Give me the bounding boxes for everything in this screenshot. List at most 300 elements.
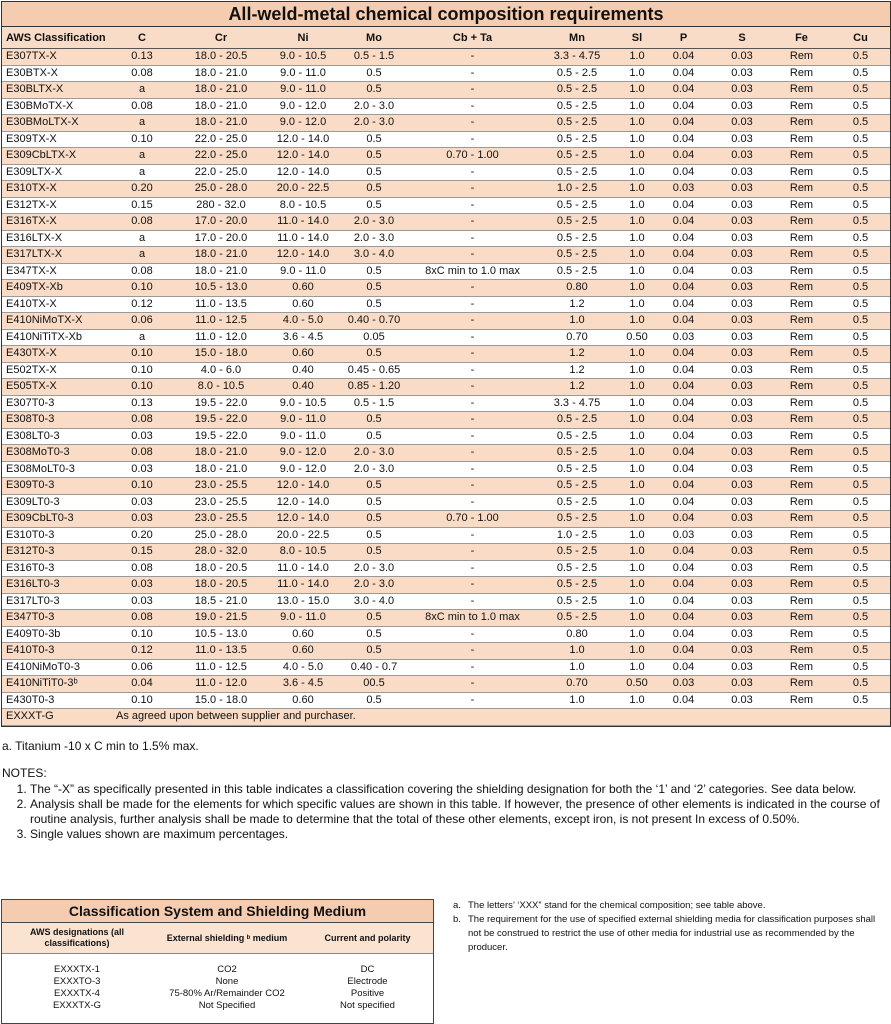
table-cell: - [410, 214, 535, 231]
table-cell: 0.5 [831, 610, 890, 627]
table-cell: Rem [772, 494, 831, 511]
table-cell: 0.5 [831, 527, 890, 544]
table-cell: 9.0 - 12.0 [268, 461, 338, 478]
table-cell: 3.6 - 4.5 [268, 676, 338, 693]
table-cell: E309CbLTX-X [2, 148, 110, 165]
table-cell: - [410, 65, 535, 82]
table-header-row [2, 27, 890, 49]
table-cell: - [410, 412, 535, 429]
table-cell: 12.0 - 14.0 [268, 131, 338, 148]
table-row [2, 511, 890, 528]
table-cell: - [410, 379, 535, 396]
table-cell: 0.5 [338, 280, 410, 297]
table-cell: 0.5 [338, 610, 410, 627]
table-cell: E410TX-X [2, 296, 110, 313]
table-cell: E310TX-X [2, 181, 110, 198]
table-cell: 0.5 [338, 626, 410, 643]
table-cell: E308LT0-3 [2, 428, 110, 445]
table-cell: E309T0-3 [2, 478, 110, 495]
table-cell: 9.0 - 11.0 [268, 263, 338, 280]
table-cell: 0.5 [338, 131, 410, 148]
table-cell: 0.5 [831, 643, 890, 660]
table-cell: 0.5 [831, 659, 890, 676]
table-row [2, 362, 890, 379]
table-cell: 0.15 [110, 197, 174, 214]
table-cell: Rem [772, 148, 831, 165]
table-cell: - [410, 82, 535, 99]
table-cell: 1.0 [619, 527, 655, 544]
table-cell: 15.0 - 18.0 [174, 346, 268, 363]
table-cell: 1.0 [619, 494, 655, 511]
table-cell: 8.0 - 10.5 [268, 197, 338, 214]
table-cell: 0.5 - 2.5 [535, 478, 619, 495]
table-cell: Rem [772, 131, 831, 148]
column-header: Cr [174, 27, 268, 49]
table-cell: 1.0 [619, 197, 655, 214]
table-cell: 1.0 [619, 379, 655, 396]
table-cell: 0.03 [712, 610, 772, 627]
table-row [2, 313, 890, 330]
table-cell: 18.0 - 21.0 [174, 115, 268, 132]
table-row [2, 230, 890, 247]
designation-item: EXXXTX-1 [54, 964, 100, 975]
table-cell: 0.03 [712, 148, 772, 165]
designation-item: EXXXTX-G [52, 1000, 102, 1011]
table-cell: 0.5 [831, 296, 890, 313]
table-cell: 9.0 - 10.5 [268, 395, 338, 412]
polarity-item: Not specified [340, 1000, 395, 1011]
table-cell: 0.5 [831, 247, 890, 264]
table-cell: 0.5 [831, 313, 890, 330]
table-cell: 0.04 [655, 494, 712, 511]
table-cell: 0.40 [268, 362, 338, 379]
table-cell: - [410, 346, 535, 363]
table-cell: 1.0 [619, 263, 655, 280]
table-cell: 0.5 [831, 412, 890, 429]
table-cell: 0.5 [338, 164, 410, 181]
shielding-item: Not Specified [198, 1000, 256, 1011]
table-cell: - [410, 428, 535, 445]
table-cell: 0.5 [831, 280, 890, 297]
table-row [2, 131, 890, 148]
table-cell: 2.0 - 3.0 [338, 445, 410, 462]
table-cell: 0.10 [110, 626, 174, 643]
table-cell: - [410, 230, 535, 247]
table-cell: E410NiTiTX-Xb [2, 329, 110, 346]
table-cell: 2.0 - 3.0 [338, 577, 410, 594]
table-row [2, 296, 890, 313]
table-cell: 1.0 [619, 577, 655, 594]
table-cell: 0.08 [110, 98, 174, 115]
table-cell: 0.5 [831, 593, 890, 610]
table-cell: E430T0-3 [2, 692, 110, 709]
table-cell: 17.0 - 20.0 [174, 230, 268, 247]
table-cell: 0.5 [831, 346, 890, 363]
table-row [2, 461, 890, 478]
table-cell: 0.04 [655, 98, 712, 115]
table-cell: 0.04 [655, 544, 712, 561]
table-cell: 19.0 - 21.5 [174, 610, 268, 627]
table-cell: 1.2 [535, 346, 619, 363]
table-row [2, 49, 890, 66]
table-cell: 19.5 - 22.0 [174, 412, 268, 429]
table-cell: 0.04 [110, 676, 174, 693]
note-item: 2. Analysis shall be made for the elements for which specific values are shown in this table. If however, the presence of other elements is indicated in the course of routine analysis, further analysis shall be made to determine that the total of these other elements, except iron, is not present In excess of 0.50%. [30, 797, 886, 827]
table-cell: 0.03 [712, 659, 772, 676]
table-cell: 0.03 [712, 362, 772, 379]
table-row [2, 115, 890, 132]
table-cell: E409T0-3b [2, 626, 110, 643]
table-cell: 0.60 [268, 692, 338, 709]
table-cell: Rem [772, 346, 831, 363]
table-row [2, 164, 890, 181]
table-cell: 1.0 [619, 412, 655, 429]
table-cell: 18.0 - 21.0 [174, 65, 268, 82]
table-cell: 0.5 [831, 230, 890, 247]
table-cell: 0.03 [712, 263, 772, 280]
table-cell: 0.08 [110, 412, 174, 429]
table-cell: 0.5 [831, 379, 890, 396]
table-cell: 0.5 [831, 577, 890, 594]
table-cell: 22.0 - 25.0 [174, 148, 268, 165]
table-cell: 0.03 [712, 181, 772, 198]
table-cell: 0.5 [831, 676, 890, 693]
table-cell: 0.04 [655, 230, 712, 247]
table-cell: 0.85 - 1.20 [338, 379, 410, 396]
table-cell: E317LTX-X [2, 247, 110, 264]
table-row [2, 445, 890, 462]
table-cell: 0.5 [338, 643, 410, 660]
table-cell: - [410, 247, 535, 264]
table-cell: 0.5 [831, 164, 890, 181]
table-cell: 11.0 - 14.0 [268, 214, 338, 231]
table-cell: 2.0 - 3.0 [338, 115, 410, 132]
column-header: Mo [338, 27, 410, 49]
table-row [2, 494, 890, 511]
classification-box-title: Classification System and Shielding Medium [2, 900, 433, 923]
table-cell: 18.0 - 21.0 [174, 247, 268, 264]
table-row [2, 148, 890, 165]
note-item: 3. Single values shown are maximum percentages. [30, 827, 886, 842]
table-cell: 0.5 [831, 560, 890, 577]
table-cell-note: As agreed upon between supplier and purchaser. [110, 709, 890, 726]
table-cell: 1.2 [535, 379, 619, 396]
table-cell: 0.70 - 1.00 [410, 511, 535, 528]
table-cell: 0.03 [712, 247, 772, 264]
table-cell: 1.0 [619, 82, 655, 99]
table-cell: 0.5 [338, 82, 410, 99]
table-cell: E316TX-X [2, 214, 110, 231]
table-cell: Rem [772, 230, 831, 247]
table-cell: 1.2 [535, 296, 619, 313]
table-cell: 0.04 [655, 313, 712, 330]
table-cell: - [410, 626, 535, 643]
table-row [2, 692, 890, 709]
table-cell: a [110, 230, 174, 247]
table-cell: - [410, 676, 535, 693]
table-cell: E409TX-Xb [2, 280, 110, 297]
table-cell: 0.10 [110, 346, 174, 363]
table-cell: Rem [772, 115, 831, 132]
table-cell: 12.0 - 14.0 [268, 478, 338, 495]
table-row [2, 395, 890, 412]
table-cell: 0.5 [831, 329, 890, 346]
side-notes [453, 899, 883, 955]
table-cell: 0.5 [831, 49, 890, 66]
table-cell: 11.0 - 13.5 [174, 296, 268, 313]
table-cell: 0.03 [712, 494, 772, 511]
table-cell: E308MoT0-3 [2, 445, 110, 462]
table-cell: 0.03 [712, 395, 772, 412]
table-cell: 0.04 [655, 131, 712, 148]
table-cell: 11.0 - 13.5 [174, 643, 268, 660]
table-cell: - [410, 49, 535, 66]
table-cell: 1.0 - 2.5 [535, 181, 619, 198]
table-cell: 0.03 [712, 461, 772, 478]
table-cell: - [410, 362, 535, 379]
table-row [2, 280, 890, 297]
table-cell: 0.5 [338, 346, 410, 363]
table-cell: 12.0 - 14.0 [268, 148, 338, 165]
note-item: 1. The “-X” as specifically presented in this table indicates a classification covering the shielding designation for both the ‘1’ and ‘2’ categories. See data below. [30, 782, 886, 797]
table-cell: a [110, 148, 174, 165]
table-cell: 0.5 - 2.5 [535, 164, 619, 181]
table-cell: E309TX-X [2, 131, 110, 148]
table-row-general [2, 709, 890, 726]
side-note [453, 913, 883, 955]
table-cell: 2.0 - 3.0 [338, 560, 410, 577]
table-cell: E308MoLT0-3 [2, 461, 110, 478]
table-cell: - [410, 478, 535, 495]
table-cell: 0.5 [831, 181, 890, 198]
table-cell: E316LT0-3 [2, 577, 110, 594]
table-cell: - [410, 313, 535, 330]
table-cell: 0.03 [712, 643, 772, 660]
table-cell: 18.0 - 21.0 [174, 445, 268, 462]
table-cell: 0.5 [831, 478, 890, 495]
table-row [2, 676, 890, 693]
table-row [2, 82, 890, 99]
table-cell: 0.04 [655, 379, 712, 396]
table-cell: 0.5 [338, 511, 410, 528]
table-cell: Rem [772, 461, 831, 478]
table-cell: 0.04 [655, 445, 712, 462]
table-cell: 0.03 [110, 511, 174, 528]
table-cell: 4.0 - 5.0 [268, 659, 338, 676]
table-cell: - [410, 643, 535, 660]
table-cell: 1.0 [619, 313, 655, 330]
polarity-item: Electrode [347, 976, 388, 987]
table-cell: 0.12 [110, 643, 174, 660]
table-cell: 0.04 [655, 577, 712, 594]
table-cell: 1.0 [619, 626, 655, 643]
table-cell: EXXXT-G [2, 709, 110, 726]
table-row [2, 626, 890, 643]
table-cell: 0.12 [110, 296, 174, 313]
table-cell: 25.0 - 28.0 [174, 181, 268, 198]
table-cell: E347T0-3 [2, 610, 110, 627]
side-note-label: b. [453, 914, 461, 925]
table-cell: 0.03 [712, 98, 772, 115]
table-cell: 18.0 - 21.0 [174, 82, 268, 99]
side-note [453, 899, 883, 913]
column-header: Cu [831, 27, 890, 49]
table-cell: E30BTX-X [2, 65, 110, 82]
table-cell: 0.04 [655, 692, 712, 709]
table-cell: 0.04 [655, 247, 712, 264]
table-cell: 1.0 [619, 214, 655, 231]
column-header: P [655, 27, 712, 49]
table-cell: 11.0 - 12.5 [174, 659, 268, 676]
side-note-text: The letters’ ‘XXX” stand for the chemical composition; see table above. [468, 900, 766, 911]
table-cell: 0.5 [831, 98, 890, 115]
table-cell: 0.03 [110, 593, 174, 610]
table-cell: 0.10 [110, 478, 174, 495]
table-cell: 0.03 [712, 544, 772, 561]
table-cell: 0.5 - 2.5 [535, 610, 619, 627]
table-cell: E307T0-3 [2, 395, 110, 412]
table-cell: 0.04 [655, 82, 712, 99]
table-cell: Rem [772, 98, 831, 115]
table-cell: Rem [772, 263, 831, 280]
table-cell: 3.6 - 4.5 [268, 329, 338, 346]
table-cell: a [110, 82, 174, 99]
table-cell: a [110, 247, 174, 264]
table-cell: 1.0 [619, 181, 655, 198]
table-cell: - [410, 692, 535, 709]
table-cell: 9.0 - 12.0 [268, 115, 338, 132]
table-cell: 0.03 [110, 494, 174, 511]
table-cell: E307TX-X [2, 49, 110, 66]
table-cell: 0.5 - 2.5 [535, 131, 619, 148]
table-cell: 0.03 [712, 214, 772, 231]
table-cell: E312T0-3 [2, 544, 110, 561]
table-cell: 19.5 - 22.0 [174, 395, 268, 412]
table-row [2, 247, 890, 264]
table-cell: 0.60 [268, 296, 338, 313]
table-cell: 0.03 [712, 593, 772, 610]
footnote-a: a. Titanium -10 x C min to 1.5% max. [2, 739, 199, 753]
notes-heading: NOTES: [2, 766, 47, 780]
table-cell: 0.5 - 2.5 [535, 593, 619, 610]
table-cell: 0.5 - 2.5 [535, 544, 619, 561]
table-cell: 0.03 [655, 181, 712, 198]
table-cell: 0.04 [655, 346, 712, 363]
table-cell: 1.0 [619, 428, 655, 445]
table-cell: 0.03 [712, 164, 772, 181]
table-cell: 0.5 [338, 692, 410, 709]
table-row [2, 379, 890, 396]
table-cell: Rem [772, 610, 831, 627]
table-cell: - [410, 494, 535, 511]
table-cell: 1.0 [619, 98, 655, 115]
table-cell: 0.06 [110, 313, 174, 330]
table-cell: 0.5 [831, 626, 890, 643]
table-cell: 13.0 - 15.0 [268, 593, 338, 610]
table-cell: 0.5 - 2.5 [535, 445, 619, 462]
table-cell: 1.0 [619, 296, 655, 313]
table-cell: 0.10 [110, 379, 174, 396]
table-cell: E347TX-X [2, 263, 110, 280]
table-cell: 1.0 [619, 65, 655, 82]
table-cell: 0.03 [712, 49, 772, 66]
table-cell: 0.60 [268, 346, 338, 363]
table-cell: 2.0 - 3.0 [338, 461, 410, 478]
table-cell: 1.0 [619, 610, 655, 627]
table-cell: 8xC min to 1.0 max [410, 610, 535, 627]
table-cell: 4.0 - 6.0 [174, 362, 268, 379]
table-cell: - [410, 527, 535, 544]
table-cell: 9.0 - 11.0 [268, 412, 338, 429]
table-cell: 0.5 - 2.5 [535, 428, 619, 445]
table-cell: - [410, 164, 535, 181]
table-cell: 0.5 [831, 214, 890, 231]
table-cell: 2.0 - 3.0 [338, 98, 410, 115]
shielding-column [152, 964, 302, 1012]
table-cell: 0.04 [655, 164, 712, 181]
table-cell: 0.04 [655, 610, 712, 627]
table-cell: 0.03 [110, 577, 174, 594]
shielding-item: CO2 [217, 964, 237, 975]
table-row [2, 181, 890, 198]
table-cell: 18.0 - 21.0 [174, 98, 268, 115]
table-cell: 0.15 [110, 544, 174, 561]
table-cell: Rem [772, 412, 831, 429]
table-cell: 0.04 [655, 362, 712, 379]
table-cell: 0.03 [712, 230, 772, 247]
table-cell: 0.03 [110, 461, 174, 478]
table-cell: Rem [772, 511, 831, 528]
table-cell: 0.5 [338, 148, 410, 165]
table-cell: 0.5 [338, 181, 410, 198]
column-header: C [110, 27, 174, 49]
table-cell: 1.0 [619, 49, 655, 66]
table-cell: 0.03 [712, 65, 772, 82]
table-cell: 0.5 [831, 362, 890, 379]
table-cell: 19.5 - 22.0 [174, 428, 268, 445]
table-cell: 1.0 - 2.5 [535, 527, 619, 544]
composition-table [2, 27, 890, 726]
designations-column [2, 964, 152, 1012]
side-note-label: a. [453, 900, 461, 911]
table-cell: E30BMoTX-X [2, 98, 110, 115]
table-cell: - [410, 98, 535, 115]
table-cell: 1.0 [535, 313, 619, 330]
table-cell: 0.03 [712, 82, 772, 99]
table-cell: 0.45 - 0.65 [338, 362, 410, 379]
table-cell: Rem [772, 395, 831, 412]
table-cell: 1.0 [619, 230, 655, 247]
table-cell: 3.0 - 4.0 [338, 593, 410, 610]
table-cell: E310T0-3 [2, 527, 110, 544]
table-cell: Rem [772, 560, 831, 577]
table-cell: 0.04 [655, 395, 712, 412]
table-cell: - [410, 296, 535, 313]
table-cell: 0.04 [655, 197, 712, 214]
table-row [2, 544, 890, 561]
table-cell: 0.04 [655, 148, 712, 165]
table-cell: Rem [772, 478, 831, 495]
table-cell: E316T0-3 [2, 560, 110, 577]
table-cell: 1.0 [619, 445, 655, 462]
table-cell: 0.70 - 1.00 [410, 148, 535, 165]
table-cell: 9.0 - 12.0 [268, 98, 338, 115]
table-cell: 0.03 [712, 527, 772, 544]
table-cell: a [110, 329, 174, 346]
table-cell: 0.5 [338, 65, 410, 82]
table-cell: 0.03 [712, 346, 772, 363]
table-cell: 0.5 [831, 82, 890, 99]
